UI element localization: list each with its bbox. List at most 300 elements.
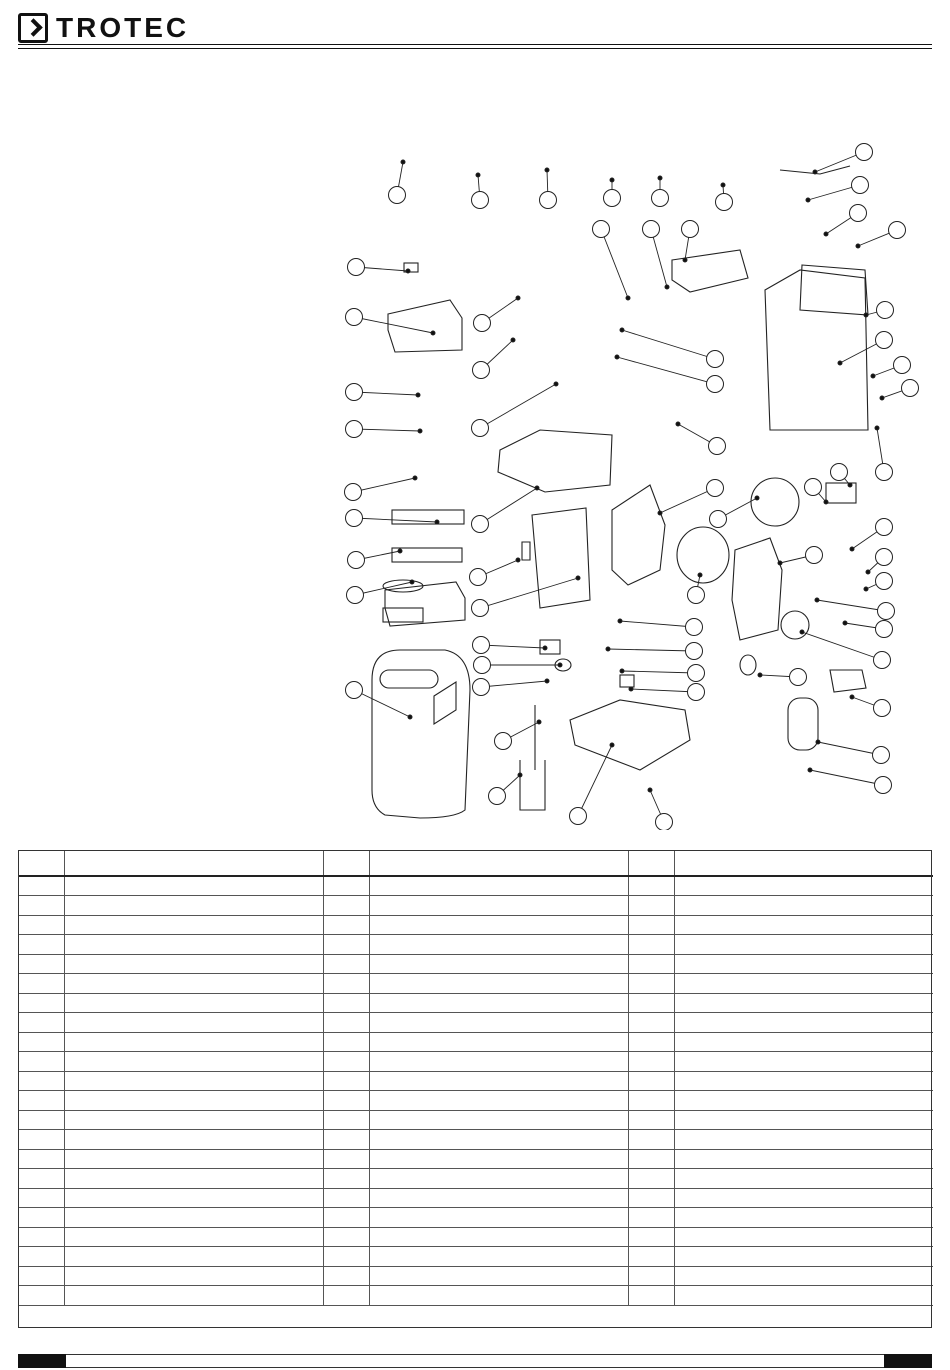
callout-circle [716,194,733,211]
base-plate-drawing [570,700,690,770]
table-cell [628,876,674,896]
callout-leader-line [608,649,694,651]
callout-anchor-dot [875,426,879,430]
table-row [18,1091,933,1111]
table-row [18,1013,933,1033]
table-cell [64,935,323,955]
callout-circle [709,438,726,455]
table-cell [369,1032,628,1052]
callout-anchor-dot [778,561,782,565]
callout-circle [688,684,705,701]
callout-circle [707,376,724,393]
table-cell [674,1013,933,1033]
top-plate-drawing [672,250,748,292]
callout-anchor-dot [850,547,854,551]
callout-anchor-dot [406,269,410,273]
table-cell [18,954,64,974]
callout-leader-line [617,357,715,384]
table-cell [628,1149,674,1169]
compressor-drawing [788,698,818,750]
table-cell [674,1130,933,1150]
header-rule [18,44,932,45]
table-cell [64,1032,323,1052]
table-cell [18,1227,64,1247]
callout-circle [346,421,363,438]
callout-circle [593,221,610,238]
callout-anchor-dot [676,422,680,426]
callout-circle [894,357,911,374]
table-cell [18,1149,64,1169]
pipe-assembly-drawing [520,705,545,810]
callout-anchor-dot [658,176,662,180]
table-cell [64,993,323,1013]
table-cell [323,876,369,896]
table-cell [674,935,933,955]
table-cell [18,1071,64,1091]
callout-circle [707,351,724,368]
table-cell [674,896,933,916]
table-cell [323,1247,369,1267]
callout-anchor-dot [813,170,817,174]
table-cell [369,1227,628,1247]
table-row [18,1110,933,1130]
table-cell [18,1188,64,1208]
callout-circle [570,808,587,825]
table-cell [674,1110,933,1130]
callout-leader-line [354,392,418,395]
table-row [18,1149,933,1169]
table-cell [323,1052,369,1072]
table-cell [674,915,933,935]
callout-circle [643,221,660,238]
table-cell [18,1286,64,1306]
table-cell [64,1149,323,1169]
table-cell [628,1110,674,1130]
table-cell [64,974,323,994]
table-row [18,1208,933,1228]
table-cell [628,896,674,916]
table-cell [628,1052,674,1072]
callout-anchor-dot [648,788,652,792]
fan-housing-right-drawing [732,538,782,640]
header-rule-thin [18,48,932,49]
exploded-view-svg [0,130,950,830]
table-cell [323,1208,369,1228]
callout-circle [873,747,890,764]
table-cell [628,1247,674,1267]
table-cell [369,896,628,916]
callout-leader-line [622,671,696,673]
table-cell [369,1052,628,1072]
table-cell [628,1286,674,1306]
callout-anchor-dot [815,598,819,602]
callout-circle [874,652,891,669]
callout-circle [346,309,363,326]
display-strip-drawing [392,548,462,562]
table-cell [369,1110,628,1130]
callout-circle [346,682,363,699]
header-cell [369,850,628,876]
callout-leader-line [651,229,667,287]
table-cell [323,896,369,916]
table-cell [64,896,323,916]
table-cell [323,1013,369,1033]
callout-anchor-dot [543,646,547,650]
callout-circle [875,777,892,794]
callout-circle [346,384,363,401]
callout-anchor-dot [398,549,402,553]
callout-circle [346,510,363,527]
callout-anchor-dot [620,328,624,332]
footer-line [66,1354,884,1368]
callout-circle [889,222,906,239]
table-cell [64,1110,323,1130]
callout-circle [540,192,557,209]
callout-anchor-dot [721,183,725,187]
table-cell [674,1227,933,1247]
callout-anchor-dot [615,355,619,359]
callout-circle [474,315,491,332]
callout-anchor-dot [516,296,520,300]
table-row [18,1227,933,1247]
callout-circle [345,484,362,501]
table-cell [674,1208,933,1228]
callout-anchor-dot [880,396,884,400]
table-cell [628,1071,674,1091]
callout-anchor-dot [871,374,875,378]
table-row [18,1130,933,1150]
table-cell [369,954,628,974]
front-housing-louver [434,682,456,724]
callout-anchor-dot [545,168,549,172]
fan-housing-left-drawing [612,485,665,585]
callout-leader-line [480,578,578,608]
table-cell [628,1208,674,1228]
callout-anchor-dot [866,570,870,574]
callout-anchor-dot [698,573,702,577]
table-cell [628,974,674,994]
table-row [18,896,933,916]
table-cell [323,1032,369,1052]
callout-circle [876,332,893,349]
page-footer [18,1354,932,1368]
callout-circle [878,603,895,620]
callout-circle [495,733,512,750]
callout-circle [348,259,365,276]
table-cell [369,915,628,935]
callout-anchor-dot [416,393,420,397]
callout-anchor-dot [816,740,820,744]
callout-anchor-dot [518,773,522,777]
exploded-view-diagram [0,130,950,830]
table-cell [674,1169,933,1189]
table-cell [674,1071,933,1091]
callout-anchor-dot [410,580,414,584]
table-cell [18,1052,64,1072]
table-cell [64,1052,323,1072]
table-cell [64,1013,323,1033]
table-cell [369,1286,628,1306]
table-cell [369,1247,628,1267]
table-row [18,1247,933,1267]
table-cell [674,1188,933,1208]
table-cell [323,1149,369,1169]
header-cell [674,850,933,876]
table-cell [323,993,369,1013]
table-cell [674,1266,933,1286]
table-cell [674,1091,933,1111]
table-cell [674,1149,933,1169]
table-cell [18,896,64,916]
header-cell [64,850,323,876]
table-cell [369,974,628,994]
footer-left-block [18,1354,66,1368]
header-cell [628,850,674,876]
callout-anchor-dot [511,338,515,342]
callout-circle [856,144,873,161]
table-header-row [18,850,933,876]
table-cell [64,915,323,935]
evaporator-coil-drawing [532,508,590,608]
callout-circle [805,479,822,496]
callout-anchor-dot [408,715,412,719]
callout-anchor-dot [856,244,860,248]
callout-circle [790,669,807,686]
callout-circle [473,679,490,696]
callout-circle [474,657,491,674]
table-cell [674,1052,933,1072]
callout-circle [806,547,823,564]
table-cell [64,1188,323,1208]
callout-anchor-dot [824,500,828,504]
table-cell [628,993,674,1013]
table-cell [628,1169,674,1189]
callout-leader-line [620,621,694,627]
table-cell [64,1169,323,1189]
table-cell [323,935,369,955]
table-cell [628,1130,674,1150]
table-cell [628,1188,674,1208]
table-row [18,1286,933,1306]
callout-anchor-dot [838,361,842,365]
callout-circle [686,643,703,660]
rear-panel-drawing [765,270,868,430]
table-cell [369,1208,628,1228]
callout-leader-line [601,229,628,298]
table-cell [369,1169,628,1189]
callout-circle [688,587,705,604]
table-row [18,915,933,935]
header-cell [18,850,64,876]
table-cell [18,876,64,896]
callout-circle [707,480,724,497]
table-cell [674,876,933,896]
callout-anchor-dot [435,520,439,524]
table-cell [64,876,323,896]
front-housing-window [380,670,438,688]
table-cell [369,1071,628,1091]
table-cell [628,935,674,955]
table-cell [369,1130,628,1150]
table-cell [323,1169,369,1189]
float-drawing [620,675,634,687]
table-row [18,1071,933,1091]
callout-leader-line [353,478,415,492]
callout-circle [472,516,489,533]
callout-anchor-dot [850,695,854,699]
table-cell [18,993,64,1013]
callout-circle [876,621,893,638]
front-housing-drawing [372,650,470,818]
footer-right-block [884,1354,932,1368]
table-cell [18,1110,64,1130]
callout-leader-line [631,689,696,692]
callout-anchor-dot [618,619,622,623]
callout-circle [347,587,364,604]
blower-wheel-drawing [677,527,729,583]
table-cell [674,1247,933,1267]
callout-circle [604,190,621,207]
page-header [0,0,950,50]
callout-circle [876,519,893,536]
callout-leader-line [622,330,715,359]
callout-leader-line [817,600,886,611]
callout-anchor-dot [576,576,580,580]
table-cell [64,1071,323,1091]
callout-circle [852,177,869,194]
table-cell [323,1266,369,1286]
chevron-right-icon [18,13,48,43]
table-cell [628,1013,674,1033]
callout-circle [874,700,891,717]
table-cell [64,1286,323,1306]
callout-anchor-dot [683,258,687,262]
callout-anchor-dot [665,285,669,289]
callout-anchor-dot [824,232,828,236]
table-cell [323,1130,369,1150]
control-board-drawing [383,608,423,622]
table-cell [64,1266,323,1286]
callout-anchor-dot [537,720,541,724]
table-row [18,876,933,896]
table-cell [64,1247,323,1267]
callout-anchor-dot [431,331,435,335]
callout-circle [472,192,489,209]
table-cell [323,1188,369,1208]
callout-anchor-dot [516,558,520,562]
callout-leader-line [810,770,883,785]
callout-circle [831,464,848,481]
callout-anchor-dot [843,621,847,625]
table-row [18,1032,933,1052]
table-row [18,1052,933,1072]
table-cell [628,1266,674,1286]
callout-anchor-dot [476,173,480,177]
table-cell [628,1091,674,1111]
coil-drawing [740,655,756,675]
table-cell [369,1266,628,1286]
motor-drawing [781,611,809,639]
callout-leader-line [480,488,537,524]
table-cell [674,1032,933,1052]
callout-circle [902,380,919,397]
table-cell [64,1130,323,1150]
table-cell [369,876,628,896]
callout-circle [652,190,669,207]
table-row [18,974,933,994]
callout-leader-line [354,690,410,717]
table-cell [18,1208,64,1228]
callout-anchor-dot [626,296,630,300]
callout-anchor-dot [658,511,662,515]
table-cell [323,1091,369,1111]
callout-anchor-dot [758,673,762,677]
table-cell [323,1286,369,1306]
callout-circle [876,573,893,590]
table-cell [323,1071,369,1091]
table-cell [628,915,674,935]
table-cell [64,1208,323,1228]
callout-anchor-dot [755,496,759,500]
table-cell [369,1091,628,1111]
callout-anchor-dot [558,663,562,667]
callout-leader-line [481,645,545,648]
callout-circle [472,600,489,617]
callout-anchor-dot [864,313,868,317]
evaporator-tray-drawing [498,430,612,492]
table-cell [18,1130,64,1150]
callout-leader-line [578,745,612,816]
table-cell [18,1013,64,1033]
table-cell [18,935,64,955]
callout-circle [470,569,487,586]
callout-anchor-dot [545,679,549,683]
callout-circle [656,814,673,831]
callout-circle [850,205,867,222]
callout-anchor-dot [806,198,810,202]
callout-circle [473,362,490,379]
callout-leader-line [354,429,420,431]
capacitor-box-drawing [830,670,866,692]
callout-anchor-dot [800,630,804,634]
table-row [18,1266,933,1286]
callout-leader-line [354,317,433,333]
heat-exchanger-tube-drawing [522,542,530,560]
table-cell [369,993,628,1013]
callout-anchor-dot [418,429,422,433]
brand-name: TROTEC [56,12,190,43]
fan-guard-drawing [751,478,799,526]
table-row [18,1169,933,1189]
table-cell [369,1188,628,1208]
callout-circle [389,187,406,204]
top-cover-drawing [385,582,465,626]
callout-circle [682,221,699,238]
callout-anchor-dot [864,587,868,591]
callout-leader-line [802,632,882,660]
table-cell [18,974,64,994]
table-cell [674,974,933,994]
table-cell [674,1286,933,1306]
callout-leader-line [660,488,715,513]
callout-circle [348,552,365,569]
table-cell [18,915,64,935]
callout-anchor-dot [610,743,614,747]
callout-anchor-dot [848,483,852,487]
callout-anchor-dot [413,476,417,480]
table-cell [64,954,323,974]
callout-leader-line [354,518,437,522]
